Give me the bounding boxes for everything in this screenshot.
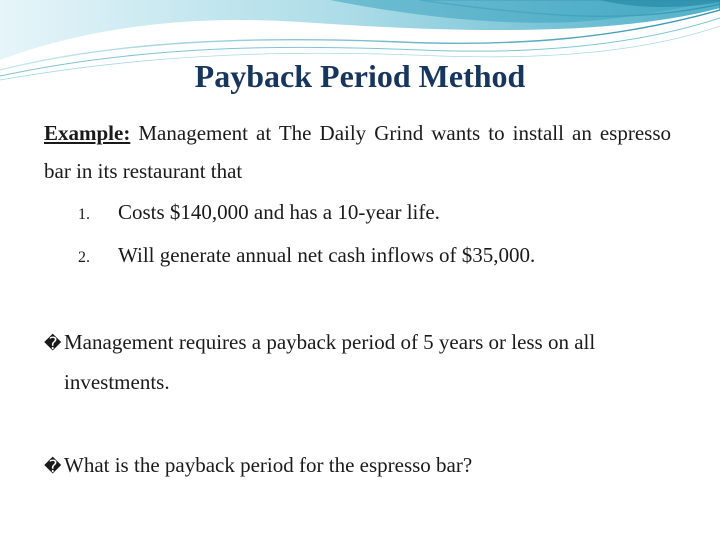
list-item-number: 1. <box>78 206 90 223</box>
bullet-glyph: � <box>44 334 62 354</box>
question-text: What is the payback period for the espresso bar? <box>64 453 473 477</box>
requirement-paragraph <box>44 323 684 401</box>
example-label: Example: <box>44 121 131 145</box>
list-item-text: Costs $140,000 and has a 10-year life. <box>118 200 440 224</box>
example-text: Management at The Daily Grind wants to install an espresso bar in its restaurant that <box>44 121 671 183</box>
bullet-glyph: � <box>44 457 62 477</box>
requirement-line-1: Management requires a payback period of 5 years or less on all <box>64 330 596 354</box>
list-item-number: 2. <box>78 249 90 266</box>
list-item-text: Will generate annual net cash inflows of $35,000. <box>118 243 536 267</box>
example-paragraph <box>44 114 671 190</box>
list-item <box>78 243 535 268</box>
question-paragraph <box>44 446 684 486</box>
list-item <box>78 200 440 225</box>
slide-title: Payback Period Method <box>194 58 526 94</box>
requirement-line-2: investments. <box>64 370 170 394</box>
